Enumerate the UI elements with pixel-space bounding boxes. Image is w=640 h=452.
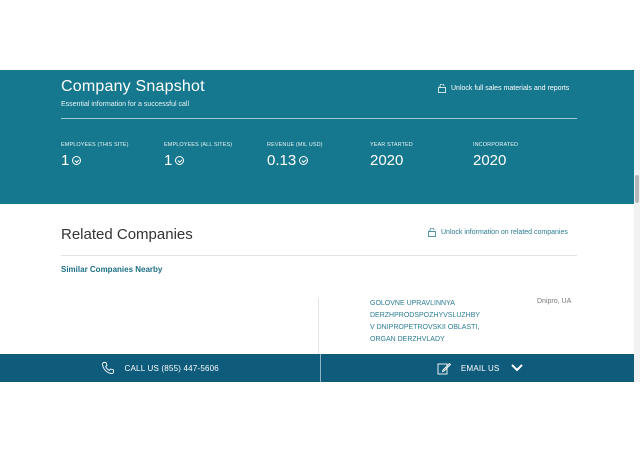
similar-companies-nearby-link[interactable]: Similar Companies Nearby (61, 265, 163, 274)
snapshot-subtitle: Essential information for a successful call (61, 101, 189, 108)
company-location: Dnipro, UA (537, 298, 572, 305)
stat-value: 2020 (370, 152, 404, 169)
unlock-sales-materials-link[interactable] (438, 84, 569, 93)
related-companies-title: Related Companies (61, 226, 193, 243)
stat-employees-this-site (61, 142, 129, 169)
stat-label: REVENUE (MIL USD) (267, 142, 323, 148)
stat-label: EMPLOYEES (THIS SITE) (61, 142, 129, 148)
related-divider (61, 255, 577, 256)
unlock-sales-materials-label: Unlock full sales materials and reports (451, 85, 570, 92)
chevron-down-icon (510, 361, 524, 375)
stat-value: 1 (164, 152, 173, 169)
company-snapshot-section (0, 70, 634, 204)
scrollbar-thumb[interactable] (635, 175, 639, 203)
email-us-label: EMAIL US (460, 363, 500, 373)
stat-value: 1 (61, 152, 70, 169)
info-check-icon[interactable] (299, 156, 308, 165)
stat-label: YEAR STARTED (370, 142, 413, 148)
phone-icon (101, 361, 115, 375)
company-name-line: V DNIPROPETROVSKII OBLASTI, (370, 324, 480, 331)
info-check-icon[interactable] (175, 156, 184, 165)
call-us-button[interactable] (0, 354, 320, 382)
email-us-button[interactable] (321, 354, 635, 382)
company-name-line: GOLOVNE UPRAVLINNYA (370, 300, 455, 307)
stat-label: EMPLOYEES (ALL SITES) (164, 142, 233, 148)
stat-year-started (370, 142, 413, 169)
company-name-line: ORGAN DERZHVLADY (370, 336, 445, 343)
stat-label: INCORPORATED (473, 142, 519, 148)
vertical-scrollbar[interactable] (634, 70, 640, 382)
lock-icon (438, 84, 446, 93)
company-name-line: DERZHPRODSPOZHYVSLUZHBY (370, 312, 481, 319)
stat-value: 0.13 (267, 152, 297, 169)
info-check-icon[interactable] (72, 156, 81, 165)
column-divider (318, 298, 319, 358)
stat-incorporated (473, 142, 518, 169)
stat-value: 2020 (473, 152, 507, 169)
edit-message-icon (437, 361, 451, 375)
page-viewport (0, 70, 634, 382)
related-company-link[interactable] (370, 298, 480, 346)
unlock-related-companies-link[interactable] (428, 228, 568, 237)
call-us-label: CALL US (855) 447-5606 (124, 363, 219, 373)
unlock-related-label: Unlock information on related companies (441, 229, 568, 236)
lock-icon (428, 228, 436, 237)
snapshot-divider (61, 118, 577, 119)
stat-revenue (267, 142, 323, 169)
stat-employees-all-sites (164, 142, 232, 169)
snapshot-title: Company Snapshot (61, 78, 205, 95)
contact-bar (0, 354, 634, 382)
